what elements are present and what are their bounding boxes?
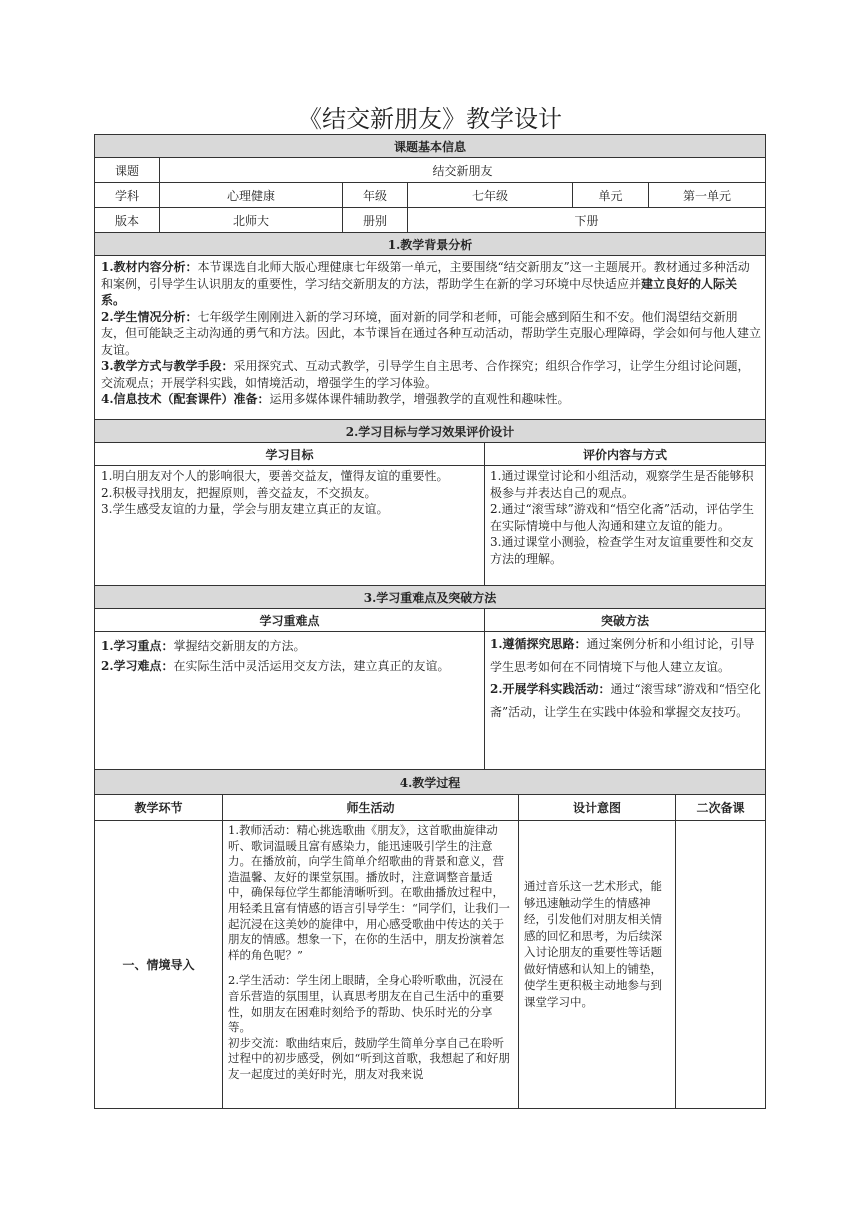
goals-header: 学习目标: [265, 447, 314, 462]
col-header-intent: 设计意图: [572, 801, 621, 815]
stage-name: 一、情境导入: [122, 958, 195, 972]
topic-value: 结交新朋友: [432, 163, 493, 178]
background-analysis: [101, 259, 761, 419]
evaluation-header: 评价内容与方式: [582, 447, 667, 462]
methods-header: 突破方法: [600, 613, 649, 628]
breakthrough-methods: [490, 633, 762, 767]
key-points: [101, 636, 481, 686]
method-item: 1.遵循探究思路：通过案例分析和小组讨论，引导学生思考如何在不同情境下与他人建立友谊。: [490, 637, 755, 674]
list-item: 1.明白朋友对个人的影响很大，要善交益友，懂得友谊的重要性。: [101, 469, 449, 483]
design-intent: 通过音乐这一艺术形式，能够迅速触动学生的情感神经，引发他们对朋友相关情感的回忆和思考，为后续深入讨论朋友的重要性等话题做好情感和认知上的铺垫，使学生更积极主动地参与到课堂学习中。: [524, 879, 662, 1009]
section1-header: 1.教学背景分析: [387, 237, 473, 252]
col-header-activities: 师生活动: [346, 801, 395, 815]
topic-label: 课题: [114, 163, 139, 178]
list-item: 2.积极寻找朋友，把握原则，善交益友，不交损友。: [101, 485, 377, 500]
subject-value: 心理健康: [226, 189, 275, 203]
unit-value: 第一单元: [682, 189, 731, 203]
it-preparation: 4.信息技术（配套课件）准备：运用多媒体课件辅助教学，增强教学的直观性和趣味性。: [101, 392, 570, 406]
list-item: 1.通过课堂讨论和小组活动，观察学生是否能够积极参与并表达自己的观点。: [490, 469, 754, 500]
volume-label: 册别: [362, 213, 387, 228]
difficulty-point: 2.学习难点：在实际生活中灵活运用交友方法，建立真正的友谊。: [101, 659, 450, 673]
teacher-activity: 1.教师活动：精心挑选歌曲《朋友》，这首歌曲旋律动听、歌词温暖且富有感染力，能迅速吸引学生的注意力。在播放前，向学生简单介绍歌曲的背景和意义，营造温馨、友好的课堂氛围。播放时，注意调整音量适中，确保每位学生都能清晰听到。在歌曲播放过程中，用轻柔且富有情感的语言引导学生：“同学们，让我们一起沉浸在这美妙的旋律中，用心感受歌曲中传达的关于朋友的情感。想象一下，在你的生活中，朋友扮演着怎样的角色呢？”: [228, 823, 510, 962]
initial-exchange: 初步交流：歌曲结束后，鼓励学生简单分享自己在聆听过程中的初步感受，例如“听到这首歌，我想起了和好朋友一起度过的美好时光，朋友对我来说: [228, 1035, 510, 1081]
grade-value: 七年级: [471, 189, 508, 203]
basic-info-header: 课题基本信息: [393, 139, 466, 154]
focus-point: 1.学习重点：掌握结交新朋友的方法。: [101, 639, 306, 653]
unit-label: 单元: [598, 189, 623, 203]
edition-label: 版本: [114, 213, 139, 228]
subject-label: 学科: [114, 189, 139, 203]
volume-value: 下册: [574, 213, 599, 228]
teacher-student-activities: [228, 823, 514, 1107]
method-item: 2.开展学科实践活动：通过“滚雪球”游戏和“悟空化斋”活动，让学生在实践中体验和掌握交友技巧。: [490, 682, 761, 719]
section3-header: 3.学习重难点及突破方法: [363, 590, 497, 605]
list-item: 3.学生感受友谊的力量，学会与朋友建立真正的友谊。: [101, 502, 389, 516]
teaching-methods: 3.教学方式与教学手段：采用探究式、互动式教学，引导学生自主思考、合作探究；组织合作学习，让学生分组讨论问题，交流观点；开展学科实践，如情境活动，增强学生的学习体验。: [101, 359, 750, 390]
list-item: 3.通过课堂小测验，检查学生对友谊重要性和交友方法的理解。: [490, 535, 754, 566]
section4-header: 4.教学过程: [399, 775, 461, 790]
section2-header: 2.学习目标与学习效果评价设计: [345, 424, 515, 439]
col-header-notes: 二次备课: [696, 801, 745, 815]
document-title: 《结交新朋友》教学设计: [298, 105, 562, 133]
edition-value: 北师大: [232, 213, 269, 228]
col-header-stage: 教学环节: [134, 801, 183, 815]
student-activity: 2.学生活动：学生闭上眼睛，全身心聆听歌曲，沉浸在音乐营造的氛围里，认真思考朋友在自己生活中的重要性，如朋友在困难时刻给予的帮助、快乐时光的分享等。: [228, 973, 504, 1035]
material-analysis: 1.教材内容分析：本节课选自北师大版心理健康七年级第一单元，主要围绕“结交新朋友”这一主题展开。教材通过多种活动和案例，引导学生认识朋友的重要性，学习结交新朋友的方法，帮助学生在新的学习环境中尽快适应并建立良好的人际关系。: [101, 260, 750, 307]
student-analysis: 2.学生情况分析：七年级学生刚刚进入新的学习环境，面对新的同学和老师，可能会感到陌生和不安。他们渴望结交新朋友，但可能缺乏主动沟通的勇气和方法。因此，本节课旨在通过各种互动活动，帮助学生克服心理障碍，学会如何与他人建立友谊。: [101, 309, 761, 357]
grade-label: 年级: [362, 189, 387, 203]
key-points-header: 学习重难点: [259, 613, 320, 628]
evaluation-list: [490, 468, 762, 584]
goals-list: [101, 468, 481, 580]
list-item: 2.通过“滚雪球”游戏和“悟空化斋”活动，评估学生在实际情境中与他人沟通和建立友谊的能力。: [490, 502, 754, 533]
secondary-notes[interactable]: [680, 823, 762, 1103]
